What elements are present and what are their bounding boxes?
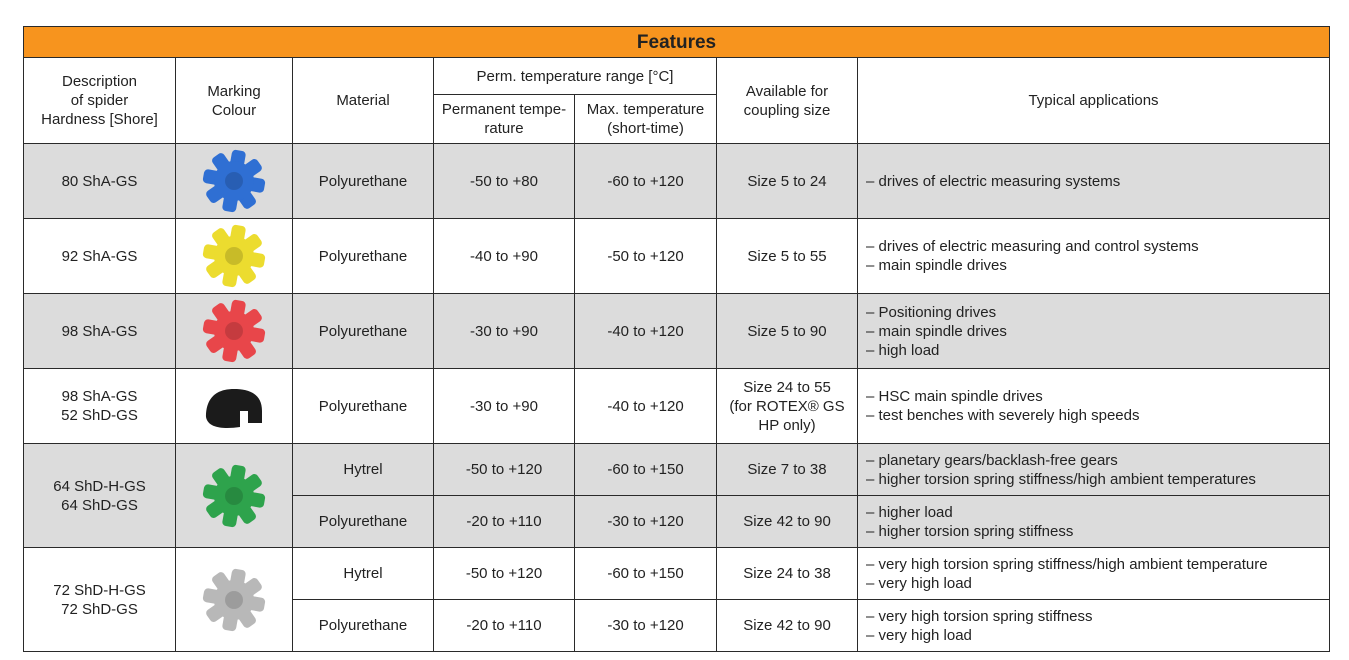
marking-colour-cell (176, 144, 293, 219)
applications-cell (858, 548, 1330, 600)
spider-yellow-icon (196, 221, 272, 291)
hardness-cell (24, 369, 176, 444)
hardness-cell (24, 548, 176, 652)
perm-temp-cell: -50 to +120 (434, 548, 575, 600)
max-temp-cell: -40 to +120 (575, 294, 717, 369)
max-temp-cell: -50 to +120 (575, 219, 717, 294)
text-line: HP only) (758, 416, 816, 434)
text-line: – higher load (866, 503, 953, 521)
material-cell: Polyurethane (293, 144, 434, 219)
applications-cell (858, 600, 1330, 652)
header-material: Material (293, 58, 434, 144)
applications-cell (858, 496, 1330, 548)
material-cell: Polyurethane (293, 496, 434, 548)
text-line: 92 ShA-GS (61, 247, 138, 265)
hardness-cell (24, 219, 176, 294)
hardness-cell (24, 144, 176, 219)
text-line: – higher torsion spring stiffness/high ambient temperatures (866, 470, 1256, 488)
text-line: – main spindle drives (866, 322, 1007, 340)
text-line: – planetary gears/backlash-free gears (866, 451, 1118, 469)
text-line: Size 5 to 24 (747, 172, 827, 190)
text-line: – high load (866, 341, 940, 359)
text-line: Size 5 to 55 (747, 247, 827, 265)
table-body (24, 144, 1330, 652)
applications-cell (858, 219, 1330, 294)
text-line: 64 ShD-GS (61, 496, 138, 514)
applications-cell (858, 294, 1330, 369)
hardness-cell (24, 294, 176, 369)
text-line: Size 24 to 38 (743, 565, 831, 582)
max-temp-cell: -30 to +120 (575, 496, 717, 548)
coupling-size-cell (717, 294, 858, 369)
text-line: 72 ShD-GS (61, 600, 138, 618)
text-line: – HSC main spindle drives (866, 388, 1043, 405)
text-line: – very high load (866, 626, 972, 644)
coupling-size-cell (717, 600, 858, 652)
material-cell: Hytrel (293, 548, 434, 600)
material-cell: Hytrel (293, 444, 434, 496)
hardness-cell (24, 444, 176, 548)
coupling-size-cell (717, 144, 858, 219)
spider-black-icon (196, 371, 272, 441)
max-temp-cell: -60 to +120 (575, 144, 717, 219)
applications-cell (858, 144, 1330, 219)
header-description: Description of spider Hardness [Shore] (24, 58, 176, 144)
material-cell: Polyurethane (293, 294, 434, 369)
spider-blue-icon (196, 146, 272, 216)
perm-temp-cell: -20 to +110 (434, 600, 575, 652)
header-coupling-size: Available for coupling size (717, 58, 858, 144)
perm-temp-cell: -30 to +90 (434, 369, 575, 444)
text-line: – Positioning drives (866, 303, 997, 321)
marking-colour-cell (176, 444, 293, 548)
material-cell: Polyurethane (293, 369, 434, 444)
text-line: – very high load (866, 574, 972, 592)
coupling-size-cell (717, 444, 858, 496)
text-line: 64 ShD-H-GS (53, 477, 146, 495)
max-temp-cell: -60 to +150 (575, 444, 717, 496)
material-cell: Polyurethane (293, 600, 434, 652)
marking-colour-cell (176, 219, 293, 294)
text-line: – drives of electric measuring and control systems (866, 238, 1199, 255)
text-line: Size 42 to 90 (743, 617, 831, 634)
text-line: 98 ShA-GS (61, 322, 138, 340)
marking-colour-cell (176, 294, 293, 369)
text-line: Size 5 to 90 (747, 322, 827, 340)
table-row (24, 219, 1330, 294)
text-line: – test benches with severely high speeds (866, 407, 1140, 424)
max-temp-cell: -30 to +120 (575, 600, 717, 652)
coupling-size-cell (717, 548, 858, 600)
spider-grey-icon (196, 565, 272, 635)
header-applications: Typical applications (858, 58, 1330, 144)
text-line: – drives of electric measuring systems (866, 172, 1121, 190)
header-temp-permanent: Permanent tempe- rature (434, 95, 575, 144)
perm-temp-cell: -40 to +90 (434, 219, 575, 294)
text-line: Size 42 to 90 (743, 513, 831, 530)
header-temp-max: Max. temperature (short-time) (575, 95, 717, 144)
perm-temp-cell: -50 to +80 (434, 144, 575, 219)
table-row (24, 294, 1330, 369)
table-row (24, 369, 1330, 444)
text-line: – very high torsion spring stiffness/high ambient temperature (866, 555, 1268, 573)
perm-temp-cell: -50 to +120 (434, 444, 575, 496)
spider-red-icon (196, 296, 272, 366)
table-row (24, 548, 1330, 600)
header-marking-colour: Marking Colour (176, 58, 293, 144)
text-line: Size 7 to 38 (747, 461, 827, 478)
perm-temp-cell: -30 to +90 (434, 294, 575, 369)
marking-colour-cell (176, 369, 293, 444)
material-cell: Polyurethane (293, 219, 434, 294)
text-line: (for ROTEX® GS (729, 397, 845, 415)
marking-colour-cell (176, 548, 293, 652)
coupling-size-cell (717, 219, 858, 294)
text-line: Size 24 to 55 (743, 378, 831, 396)
applications-cell (858, 369, 1330, 444)
perm-temp-cell: -20 to +110 (434, 496, 575, 548)
table-row (24, 444, 1330, 496)
spider-green-icon (196, 461, 272, 531)
text-line: 80 ShA-GS (61, 172, 138, 190)
text-line: – main spindle drives (866, 257, 1007, 274)
text-line: 52 ShD-GS (61, 407, 138, 424)
table-row (24, 144, 1330, 219)
text-line: – higher torsion spring stiffness (866, 522, 1074, 540)
features-table (23, 26, 1330, 652)
table-title: Features (24, 27, 1330, 58)
max-temp-cell: -40 to +120 (575, 369, 717, 444)
text-line: – very high torsion spring stiffness (866, 607, 1093, 625)
header-temp-range: Perm. temperature range [°C] (434, 58, 717, 95)
coupling-size-cell (717, 496, 858, 548)
coupling-size-cell (717, 369, 858, 444)
max-temp-cell: -60 to +150 (575, 548, 717, 600)
text-line: 98 ShA-GS (61, 388, 138, 405)
text-line: 72 ShD-H-GS (53, 581, 146, 599)
applications-cell (858, 444, 1330, 496)
